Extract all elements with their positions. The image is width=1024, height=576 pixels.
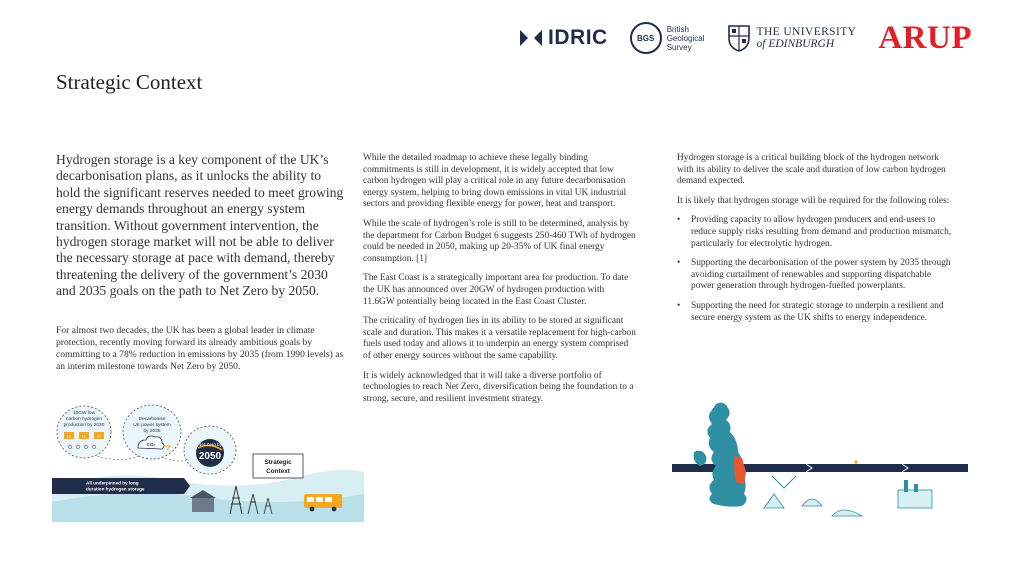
column-three — [677, 153, 955, 332]
uoe-name-line1: THE UNIVERSITY — [756, 26, 857, 38]
h2-label: H₂ — [67, 434, 71, 439]
wind-turbine-icon — [764, 494, 784, 508]
list-item: • Supporting the decarbonisation of the power system by 2035 through avoiding curtailment of renewables and supporting dispatchable power generation through hydrogen-fuelled powerplants. — [677, 258, 955, 293]
bgs-line: Geological — [666, 33, 705, 43]
h2-label: H₂ — [97, 434, 101, 439]
strategic-context-illustration — [52, 398, 364, 522]
lead-paragraph: Hydrogen storage is a key component of the UK’s decarbonisation plans, as it unlocks the ability to hold the significant reserves needed to meet growing energy demands throughout an energy system transition. Without government intervention, the hydrogen storage market will not be able to deliver the necessary storage at pace with demand, thereby threatening the delivery of the government’s 2030 and 2035 goals on the path to Net Zero by 2050. — [56, 152, 344, 299]
east-coast-cluster-highlight — [734, 456, 746, 484]
banner-text: duration hydrogen storage — [86, 486, 145, 492]
bgs-badge-icon — [630, 22, 662, 54]
body-paragraph: While the scale of hydrogen’s role is still to be determined, analysis by the department for Carbon Budget 6 suggests 250-460 TWh of hydrogen could be needed in 2050, making up 20-35% of UK final energy consumption. [1] — [363, 218, 636, 264]
bgs-badge-text: BGS — [637, 33, 655, 43]
banner-text: All underpinned by long — [86, 480, 139, 486]
uk-map-shape — [707, 403, 746, 507]
bubble-label: Decarbonise — [138, 417, 166, 422]
bubble-label: UK power system — [133, 423, 171, 428]
body-paragraph: Hydrogen storage is a critical building block of the hydrogen network with its ability to deliver the scale and duration of low carbon hydrogen demand expected. — [677, 153, 946, 187]
page-title: Strategic Context — [56, 70, 203, 94]
edinburgh-crest-icon — [727, 24, 751, 52]
hydrogen-production-bubble — [57, 406, 111, 458]
uoe-name-line2: of EDINBURGH — [756, 38, 835, 50]
h2-label: H₂ — [82, 434, 86, 439]
storage-tank-icon — [832, 510, 862, 516]
list-item: • Providing capacity to allow hydrogen producers and end-users to reduce supply risks resulting from demand and production mismatch, particularly for electrolytic hydrogen. — [677, 215, 955, 250]
idric-logo-text: IDRIC — [548, 26, 608, 49]
marker-dot — [854, 460, 857, 463]
bubble-label: by 2035 — [143, 429, 161, 434]
context-label: Strategic — [264, 459, 292, 466]
co2-label: CO₂ — [146, 442, 156, 447]
body-paragraph: The East Coast is a strategically important area for production. To date the UK has announced over 20GW of hydrogen production with 11.6GW potentially being located in the East Coast Cluster. — [363, 273, 629, 307]
bgs-logo — [630, 22, 705, 54]
net-zero-label: Net Zero by — [198, 442, 222, 447]
bubble-label: production by 2030 — [63, 423, 105, 428]
facility-icon — [772, 476, 796, 488]
strategic-context-tag — [253, 454, 303, 478]
bubble-label: 10GW low — [72, 411, 96, 416]
body-paragraph: It is widely acknowledged that it will take a diverse portfolio of technologies to reach Net Zero, diversification being the foundation to a strong, secure, and resilient investment strategy. — [363, 370, 634, 404]
net-zero-bubble — [184, 426, 236, 474]
bgs-line: British — [666, 24, 689, 34]
industrial-plant-icon — [898, 480, 932, 508]
bgs-line: Survey — [666, 42, 692, 52]
bubble-label: carbon hydrogen — [65, 417, 103, 422]
bgs-logo-text — [667, 25, 705, 52]
uk-map-illustration — [672, 400, 968, 524]
list-item: • Supporting the need for strategic storage to underpin a resilient and secure energy system as the UK shifts to energy independence. — [677, 301, 955, 324]
arup-logo: ARUP — [878, 19, 972, 56]
university-of-edinburgh-logo — [727, 24, 857, 52]
net-zero-year: 2050 — [198, 451, 222, 462]
power-decarbonisation-bubble — [123, 405, 181, 459]
column-two — [363, 153, 638, 413]
northern-ireland-shape — [694, 451, 707, 466]
storage-banner — [52, 478, 190, 494]
partner-logos — [520, 18, 972, 58]
body-paragraph: While the detailed roadmap to achieve these legally binding commitments is still in development, it is widely accepted that low carbon hydrogen will play a critical role in any future decarbonisation energy system, helping to bring down emissions in vital UK industrial sectors and providing flexible energy for power, heat and transport. — [363, 153, 627, 210]
idric-logo — [520, 26, 608, 50]
idric-mark-icon — [520, 30, 542, 46]
body-paragraph: The criticality of hydrogen lies in its ability to be stored at significant scale and duration. This makes it a versatile replacement for high-carbon fuels used today and allows it to underpin an energy system comprised of other energy sources without the same capability. — [363, 316, 636, 361]
storage-dome-icon — [802, 499, 822, 506]
roles-list — [677, 215, 955, 324]
context-label: Context — [266, 468, 290, 475]
body-paragraph: It is likely that hydrogen storage will be required for the following roles: — [677, 195, 950, 206]
body-paragraph: For almost two decades, the UK has been a global leader in climate protection, recently moving forward its already ambitious goals by committing to a 78% reduction in emissions by 2035 (from 1990 levels) as an interim milestone towards Net Zero by 2050. — [56, 325, 344, 372]
